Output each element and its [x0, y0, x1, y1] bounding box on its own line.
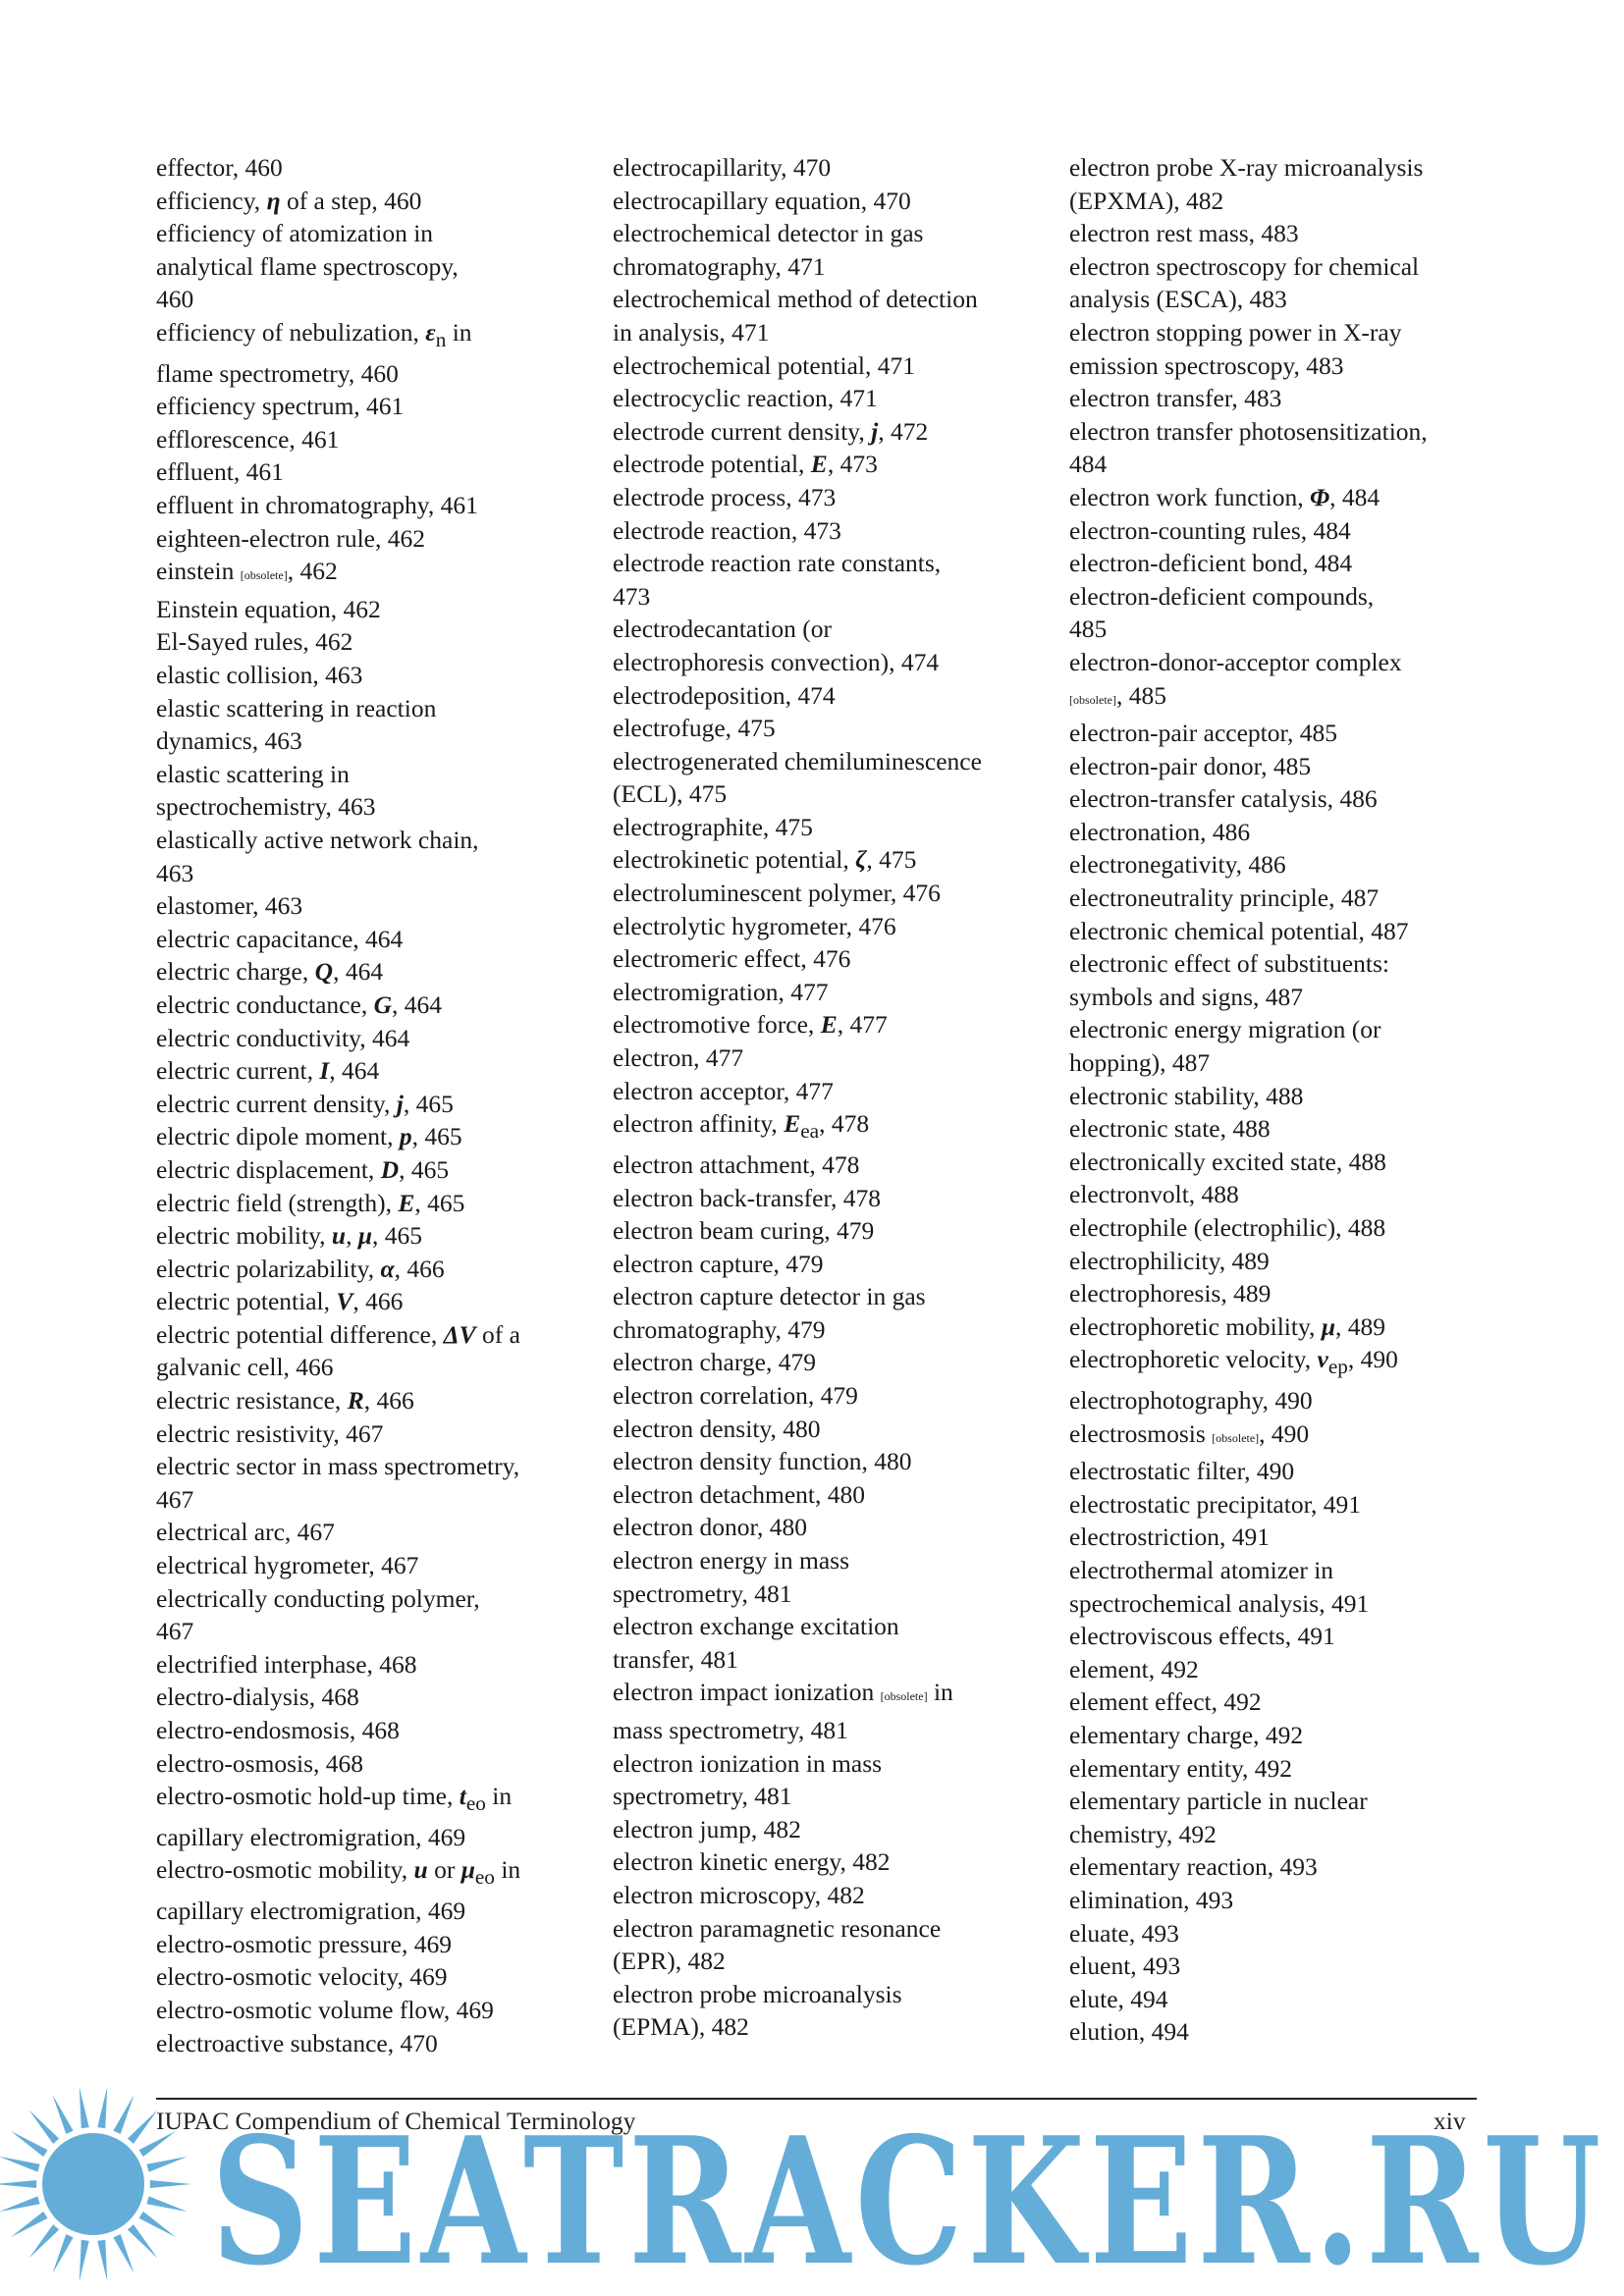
index-entry-line: electric dipole moment, p, 465	[156, 1122, 462, 1151]
index-entry-line: electrosmosis [obsolete], 490	[1069, 1418, 1310, 1448]
index-entry-line: electrostriction, 491	[1069, 1522, 1270, 1552]
index-entry-line: electron-transfer catalysis, 486	[1069, 784, 1378, 814]
index-entry-line: eluent, 493	[1069, 1951, 1181, 1981]
index-entry-line: elastically active network chain,	[156, 825, 479, 854]
index-entry-line: electrocapillarity, 470	[613, 153, 832, 182]
sun-ray	[138, 2131, 176, 2157]
index-entry-line: electron jump, 482	[613, 1814, 801, 1843]
index-entry-line: effector, 460	[156, 153, 283, 182]
index-entry-line: spectrochemistry, 463	[156, 792, 376, 822]
index-entry-line: electrode reaction rate constants,	[613, 549, 942, 578]
index-entry-line: electric mobility, u, μ, 465	[156, 1221, 423, 1251]
index-entry-line: eighteen-electron rule, 462	[156, 523, 426, 553]
index-entry-line: electromotive force, E, 477	[613, 1010, 888, 1040]
index-entry-line: electric potential, V, 466	[156, 1287, 404, 1316]
index-entry-line: (EPR), 482	[613, 1947, 726, 1976]
index-entry-line: electrofuge, 475	[613, 714, 776, 743]
index-entry-line: electron probe X-ray microanalysis	[1069, 153, 1424, 182]
index-entry-line: electron attachment, 478	[613, 1149, 860, 1179]
sun-ray	[80, 2240, 89, 2281]
index-entry-line: electric conductance, G, 464	[156, 989, 442, 1019]
index-entry-line: elementary charge, 492	[1069, 1721, 1304, 1749]
index-entry-line: electron energy in mass	[613, 1546, 849, 1575]
index-entry-line: electrophotography, 490	[1069, 1386, 1313, 1415]
index-entry-line: 473	[613, 581, 651, 611]
index-entry-line: electronegativity, 486	[1069, 850, 1286, 880]
index-entry-line: electron ionization in mass	[613, 1748, 883, 1778]
index-entry-line: 463	[156, 858, 194, 887]
index-entry-line: flame spectrometry, 460	[156, 358, 399, 388]
index-entry-line: dynamics, 463	[156, 726, 302, 756]
index-entry-line: 467	[156, 1617, 194, 1646]
index-entry-line: electron-pair acceptor, 485	[1069, 719, 1337, 748]
index-entry-line: mass spectrometry, 481	[613, 1716, 848, 1744]
watermark-logo	[0, 2061, 1624, 2296]
index-entry-line: electron kinetic energy, 482	[613, 1847, 891, 1877]
index-entry-line: transfer, 481	[613, 1644, 738, 1674]
sun-ray	[128, 2224, 158, 2259]
index-entry-line: electron paramagnetic resonance	[613, 1913, 942, 1943]
index-entry-line: Einstein equation, 462	[156, 594, 381, 623]
index-entry-line: spectrometry, 481	[613, 1578, 792, 1608]
index-entry-line: electronically excited state, 488	[1069, 1147, 1386, 1176]
index-entry-line: electrophilicity, 489	[1069, 1246, 1270, 1275]
index-entry-line: electron impact ionization [obsolete] in	[613, 1678, 953, 1707]
index-entry-line: electromigration, 477	[613, 977, 829, 1006]
index-entry-line: elution, 494	[1069, 2017, 1189, 2047]
index-entry-line: capillary electromigration, 469	[156, 1822, 466, 1851]
index-entry-line: electric current density, j, 465	[156, 1089, 454, 1118]
sun-ray	[0, 2196, 40, 2212]
index-entry-line: electric resistance, R, 466	[156, 1386, 414, 1415]
index-entry-line: (EPXMA), 482	[1069, 186, 1224, 215]
index-entry-line: electrogenerated chemiluminescence	[613, 746, 982, 775]
index-entry-line: electrothermal atomizer in	[1069, 1556, 1334, 1585]
index-entry-line: efficiency spectrum, 461	[156, 392, 405, 421]
sun-ray	[0, 2180, 36, 2188]
sunburst-icon	[0, 2087, 191, 2281]
index-entry-line: electrode current density, j, 472	[613, 416, 929, 446]
index-entry-line: electron density function, 480	[613, 1447, 912, 1476]
index-entry-line: electric potential difference, ΔV of a	[156, 1319, 520, 1349]
index-entry-line: electronic stability, 488	[1069, 1081, 1304, 1110]
sun-ray	[113, 2234, 134, 2273]
index-entry-line: effluent in chromatography, 461	[156, 491, 478, 520]
index-entry-line: einstein [obsolete], 462	[156, 557, 338, 586]
index-entry-line: elementary reaction, 493	[1069, 1852, 1318, 1882]
index-entry-line: chemistry, 492	[1069, 1819, 1217, 1848]
sun-ray	[138, 2212, 176, 2237]
index-entry-line: electrophoretic mobility, μ, 489	[1069, 1311, 1385, 1341]
index-entry-line: efflorescence, 461	[156, 424, 340, 454]
index-entry-line: spectrometry, 481	[613, 1782, 792, 1811]
index-entry-line: elastic scattering in	[156, 759, 350, 788]
index-entry-line: electron affinity, $E_{ea}$, 478	[613, 1109, 870, 1144]
index-entry-line: electro-osmotic hold-up time, $t_{eo}$ in	[156, 1782, 513, 1816]
index-entry-line: emission spectroscopy, 483	[1069, 350, 1344, 380]
index-entry-line: elementary entity, 492	[1069, 1753, 1293, 1783]
sun-ray	[97, 2087, 107, 2128]
index-entry-line: electronvolt, 488	[1069, 1180, 1239, 1209]
sun-ray	[128, 2109, 158, 2144]
index-entry-line: electroactive substance, 470	[156, 2028, 438, 2057]
sun-ray	[29, 2109, 60, 2144]
index-entry-line: in analysis, 471	[613, 317, 770, 347]
index-entry-line: electrodecantation (or	[613, 614, 833, 644]
index-entry-line: electrostatic filter, 490	[1069, 1457, 1295, 1486]
index-entry-line: electron rest mass, 483	[1069, 219, 1299, 248]
index-entry-line: analysis (ESCA), 483	[1069, 285, 1287, 314]
index-entry-line: electrophoresis, 489	[1069, 1279, 1272, 1308]
index-entry-line: chromatography, 479	[613, 1314, 826, 1344]
index-entry-line: chromatography, 471	[613, 251, 826, 281]
index-entry-line: electrochemical potential, 471	[613, 350, 915, 380]
index-entry-line: electron capture, 479	[613, 1249, 824, 1278]
index-entry-line: electron-deficient compounds,	[1069, 581, 1375, 611]
index-entry-line: electron-donor-acceptor complex	[1069, 647, 1402, 676]
sun-ray	[80, 2087, 89, 2128]
index-entry-line: (EPMA), 482	[613, 2012, 749, 2042]
index-entry-line: elastic scattering in reaction	[156, 693, 437, 722]
sun-ray	[52, 2095, 73, 2134]
index-entry-line: electron detachment, 480	[613, 1479, 866, 1509]
index-entry-line: electron charge, 479	[613, 1348, 816, 1377]
index-entry-line: electroluminescent polymer, 476	[613, 879, 941, 908]
index-entry-line: elute, 494	[1069, 1984, 1168, 2013]
index-entry-line: electrodeposition, 474	[613, 680, 836, 710]
index-entry-line: electronic effect of substituents:	[1069, 949, 1389, 979]
index-entry-line: electron microscopy, 482	[613, 1880, 865, 1909]
sun-ray	[11, 2212, 48, 2237]
index-entry-line: electric sector in mass spectrometry,	[156, 1452, 520, 1481]
index-entry-line: electron transfer photosensitization,	[1069, 416, 1428, 446]
index-entry-line: electron work function, Φ, 484	[1069, 482, 1380, 511]
sun-ray	[146, 2157, 188, 2172]
index-entry-line: 460	[156, 285, 194, 314]
index-entry-line: electrified interphase, 468	[156, 1649, 417, 1679]
sun-ray	[97, 2240, 107, 2281]
index-entry-line: electron correlation, 479	[613, 1381, 858, 1411]
index-entry-line: electrode process, 473	[613, 482, 837, 511]
sun-ray	[52, 2234, 73, 2273]
index-entry-line: electro-osmotic volume flow, 469	[156, 1995, 494, 2024]
index-entry-line: electro-osmosis, 468	[156, 1748, 364, 1778]
index-entry-line: electronic chemical potential, 487	[1069, 916, 1409, 945]
index-entry-line: electric charge, Q, 464	[156, 957, 384, 987]
index-entry-line: electrolytic hygrometer, 476	[613, 911, 896, 940]
index-entry-line: El-Sayed rules, 462	[156, 627, 353, 657]
index-entry-line: capillary electromigration, 469	[156, 1896, 466, 1926]
sun-ray	[113, 2095, 134, 2134]
index-entry-line: electro-endosmosis, 468	[156, 1716, 400, 1744]
index-entry-line: element effect, 492	[1069, 1687, 1262, 1717]
index-entry-line: electron beam curing, 479	[613, 1216, 875, 1246]
index-entry-line: electrocapillary equation, 470	[613, 186, 911, 215]
sun-ray	[29, 2224, 60, 2259]
index-entry-line: efficiency of nebulization, $\varepsilon_n$ in	[156, 317, 472, 352]
index-entry-line: electronic energy migration (or	[1069, 1015, 1381, 1044]
index-entry-line: analytical flame spectroscopy,	[156, 251, 459, 281]
index-entry-line: electric resistivity, 467	[156, 1418, 384, 1448]
index-entry-line: electron stopping power in X-ray	[1069, 317, 1402, 347]
index-entry-line: effluent, 461	[156, 457, 284, 487]
index-entry-line: electroviscous effects, 491	[1069, 1622, 1335, 1651]
index-entry-line: efficiency of atomization in	[156, 219, 434, 248]
index-entry-line: electron capture detector in gas	[613, 1282, 926, 1311]
index-entry-line: electrophile (electrophilic), 488	[1069, 1213, 1386, 1242]
index-entry-line: electrically conducting polymer,	[156, 1583, 480, 1613]
index-entry-line: electric conductivity, 464	[156, 1023, 410, 1052]
index-entry-line: electromeric effect, 476	[613, 944, 851, 974]
index-entry-line: electroneutrality principle, 487	[1069, 883, 1380, 913]
index-entry-line: electron donor, 480	[613, 1513, 807, 1542]
page-number: xiv	[1434, 2107, 1466, 2135]
index-entry-line: electron probe microanalysis	[613, 1979, 902, 2008]
index-entry-line: eluate, 493	[1069, 1918, 1179, 1948]
index-entry-line: hopping), 487	[1069, 1048, 1211, 1078]
index-entry-line: electrokinetic potential, ζ, 475	[613, 845, 917, 875]
index-entry-line: electrochemical detector in gas	[613, 219, 924, 248]
index-entry-line: electric displacement, D, 465	[156, 1154, 450, 1184]
index-entry-line: efficiency, η of a step, 460	[156, 186, 422, 215]
index-entry-line: electric capacitance, 464	[156, 924, 404, 953]
index-entry-line: electrochemical method of detection	[613, 285, 978, 314]
sun-ray	[150, 2180, 191, 2188]
sun-ray	[146, 2196, 188, 2212]
index-entry-line: 484	[1069, 450, 1108, 479]
index-entry-line: galvanic cell, 466	[156, 1353, 334, 1382]
index-entry-line: elastomer, 463	[156, 891, 303, 921]
index-entry-line: electric polarizability, α, 466	[156, 1254, 445, 1283]
index-entry-line: electrode reaction, 473	[613, 515, 841, 545]
index-entry-line: electrostatic precipitator, 491	[1069, 1489, 1362, 1519]
index-entry-line: electron-pair donor, 485	[1069, 751, 1312, 780]
index-entry-line: electron-counting rules, 484	[1069, 515, 1351, 545]
index-column-2	[613, 151, 1050, 2044]
index-entry-line: element, 492	[1069, 1654, 1199, 1683]
watermark-text: SEATRACKER.RU	[211, 2099, 1605, 2296]
index-entry-line: electron exchange excitation	[613, 1612, 899, 1641]
index-entry-line: electronation, 486	[1069, 817, 1251, 846]
index-entry-line: electrophoretic velocity, $\nu_{ep}$, 490	[1069, 1345, 1398, 1379]
index-entry-line: electrophoresis convection), 474	[613, 647, 940, 676]
footer-title: IUPAC Compendium of Chemical Terminology	[156, 2107, 636, 2135]
index-entry-line: [obsolete], 485	[1069, 680, 1166, 710]
index-column-3	[1069, 151, 1506, 2049]
index-entry-line: electron-deficient bond, 484	[1069, 549, 1353, 578]
index-entry-line: electron density, 480	[613, 1414, 821, 1443]
index-entry-line: elimination, 493	[1069, 1885, 1234, 1914]
index-entry-line: electrocyclic reaction, 471	[613, 384, 878, 413]
sun-ray	[0, 2157, 40, 2172]
index-entry-line: elementary particle in nuclear	[1069, 1787, 1368, 1816]
index-entry-line: electron acceptor, 477	[613, 1076, 834, 1105]
index-entry-line: symbols and signs, 487	[1069, 982, 1304, 1011]
index-entry-line: electro-osmotic mobility, u or $\mu_{eo}$ in	[156, 1855, 521, 1890]
sun-ray	[11, 2131, 48, 2157]
index-entry-line: elastic collision, 463	[156, 661, 363, 689]
index-entry-line: electrical hygrometer, 467	[156, 1551, 419, 1580]
index-entry-line: electrical arc, 467	[156, 1518, 335, 1547]
index-entry-line: 485	[1069, 614, 1108, 644]
index-entry-line: electro-osmotic velocity, 469	[156, 1962, 448, 1992]
index-entry-line: (ECL), 475	[613, 779, 728, 809]
index-entry-line: spectrochemical analysis, 491	[1069, 1588, 1370, 1618]
index-entry-line: electron, 477	[613, 1043, 744, 1073]
index-entry-line: electro-osmotic pressure, 469	[156, 1929, 452, 1958]
index-entry-line: electro-dialysis, 468	[156, 1682, 359, 1712]
index-entry-line: electron spectroscopy for chemical	[1069, 251, 1420, 281]
index-entry-line: electrographite, 475	[613, 812, 813, 841]
index-entry-line: electric field (strength), E, 465	[156, 1188, 465, 1217]
index-entry-line: electronic state, 488	[1069, 1114, 1271, 1144]
index-column-1	[156, 151, 593, 2059]
index-entry-line: 467	[156, 1484, 194, 1514]
index-entry-line: electrode potential, E, 473	[613, 450, 878, 479]
index-entry-line: electron transfer, 483	[1069, 384, 1282, 413]
index-entry-line: electric current, I, 464	[156, 1056, 380, 1086]
index-entry-line: electron back-transfer, 478	[613, 1183, 881, 1212]
